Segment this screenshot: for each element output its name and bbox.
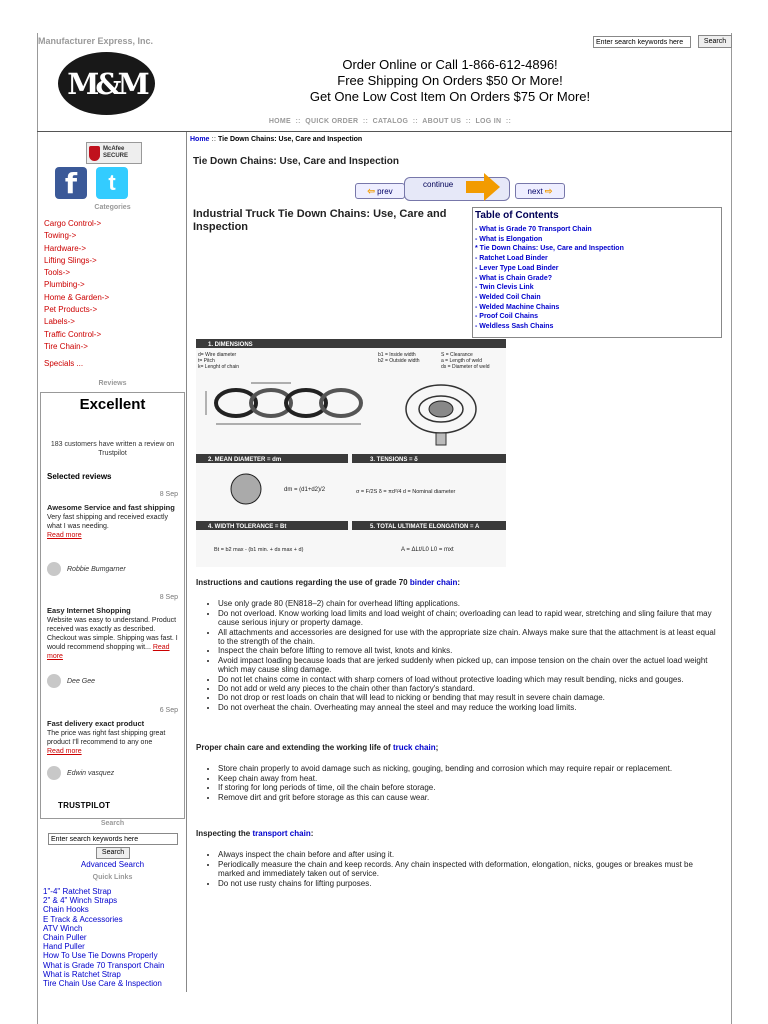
- promo-line: Free Shipping On Orders $50 Or More!: [337, 73, 563, 88]
- formula-width-tolerance: Bt = b2 max - (b1 min. + ds max + d): [214, 547, 304, 553]
- list-item: • Keep chain away from heat.: [218, 774, 721, 783]
- nav-home[interactable]: HOME: [268, 118, 292, 125]
- quick-link[interactable]: What is Grade 70 Transport Chain: [43, 960, 165, 970]
- arrow-left-icon: ⇦: [367, 186, 375, 196]
- list-item: • Do not overload. Know working load limits and load weight of chain; overloading can lead to rapid wear, stretching and sling failure that may cause serious injury or property damage.: [218, 609, 721, 628]
- read-more-link[interactable]: Read more: [47, 748, 82, 755]
- quick-link[interactable]: E Track & Accessories: [43, 914, 123, 924]
- elongation-heading: 5. TOTAL ULTIMATE ELONGATION = A: [370, 524, 480, 530]
- promo-line: Order Online or Call 1-866-612-4896!: [342, 57, 558, 72]
- list-item: • Store chain properly to avoid damage such as nicking, gouging, bending and corrosion which may require repair or replacement.: [218, 764, 721, 773]
- list-item: • Do not drop or rest loads on chain that will lead to nicking or bending that may result in severe chain damage.: [218, 693, 721, 702]
- continue-label: continue: [423, 180, 454, 189]
- formula-tension: σ = F/2S δ = πd²/4 d = Nominal diameter: [356, 489, 456, 495]
- binder-chain-link[interactable]: binder chain: [409, 578, 458, 587]
- list-item: • Periodically measure the chain and keep records. Any chain inspected with deformation, elongation, nicks, gouges or breakes must be marked and immediately taken out of service.: [218, 860, 721, 879]
- toc-heading: Table of Contents: [475, 210, 559, 221]
- logo[interactable]: M&M: [58, 52, 155, 115]
- section-care: [196, 743, 721, 802]
- category-link[interactable]: Tire Chain->: [44, 341, 88, 351]
- category-link[interactable]: Plumbing->: [44, 280, 85, 290]
- list-item: • Do not add or weld any pieces to the chain other than factory's standard.: [218, 684, 721, 693]
- truck-chain-link[interactable]: truck chain: [392, 743, 436, 752]
- page-title: Tie Down Chains: Use, Care and Inspection: [193, 156, 399, 167]
- list-item: • Remove dirt and grit before storage as this can cause wear.: [218, 793, 721, 802]
- list-item: • Always inspect the chain before and after using it.: [218, 850, 721, 859]
- section-heading: Inspecting the transport chain:: [196, 829, 314, 838]
- section-heading: Instructions and cautions regarding the use of grade 70 binder chain:: [196, 578, 461, 587]
- specials-link[interactable]: Specials ...: [44, 359, 84, 369]
- legend-item: S = Clearance: [441, 352, 473, 358]
- nav-catalog[interactable]: CATALOG: [372, 118, 409, 125]
- category-link[interactable]: Home & Garden->: [44, 292, 110, 302]
- legend-item: k= Lenght of chain: [198, 364, 240, 370]
- list-item: • All attachments and accessories are designed for use with the appropriate size chain. Always make sure that the attachment is at least equal to the strength of the chain.: [218, 628, 721, 647]
- list-item: • Do not let chains come in contact with sharp corners of load without protective loading which may result bending, nicks and gouges.: [218, 675, 721, 684]
- nav-log-in[interactable]: LOG IN: [475, 118, 502, 125]
- arrow-right-icon: [466, 173, 500, 201]
- list-item: • Inspect the chain before lifting to remove all twist, knots and kinks.: [218, 646, 721, 655]
- category-link[interactable]: Labels->: [44, 317, 75, 327]
- twitter-icon[interactable]: t: [96, 167, 128, 199]
- toc-item[interactable]: - Proof Coil Chains: [475, 313, 538, 321]
- review-title: Fast delivery exact product: [47, 719, 145, 728]
- quick-link[interactable]: Chain Hooks: [43, 905, 89, 915]
- quick-link[interactable]: What is Ratchet Strap: [43, 969, 121, 979]
- promo-banner: [270, 57, 630, 105]
- top-nav: HOME :: QUICK ORDER :: CATALOG :: ABOUT US :: LOG IN ::: [268, 118, 512, 125]
- quick-link[interactable]: Chain Puller: [43, 933, 87, 943]
- next-button[interactable]: [515, 183, 565, 199]
- review-user: [47, 674, 95, 688]
- toc-item-current[interactable]: * Tie Down Chains: Use, Care and Inspection: [475, 245, 624, 253]
- category-link[interactable]: Cargo Control->: [44, 219, 102, 228]
- avatar: [47, 674, 61, 688]
- rating-text: Excellent: [79, 396, 146, 413]
- next-label: next: [527, 187, 543, 196]
- list-item: • Avoid impact loading because loads that are jerked suddenly when picked up, can impose tension on the chain over the actuel load weight which may cause sling damage.: [218, 656, 721, 675]
- section-instructions: [196, 578, 721, 712]
- review-user: [47, 766, 114, 780]
- sidebar-search-input[interactable]: [48, 833, 178, 845]
- shield-icon: [89, 146, 100, 161]
- read-more-link[interactable]: Read more: [47, 532, 82, 539]
- secure-label: SECURE: [103, 153, 129, 159]
- sidebar-search-button[interactable]: Search: [96, 847, 130, 859]
- company-name: Manufacturer Express, Inc.: [38, 36, 154, 46]
- toc-item[interactable]: - What is Grade 70 Transport Chain: [475, 226, 592, 233]
- category-link[interactable]: Traffic Control->: [44, 329, 102, 339]
- toc-item[interactable]: - Welded Coil Chain: [475, 293, 541, 301]
- header-search-button[interactable]: Search: [698, 35, 732, 48]
- quick-link[interactable]: 2" & 4" Winch Straps: [43, 896, 118, 906]
- mcafee-label: McAfee: [103, 146, 125, 152]
- category-link[interactable]: Hardware->: [44, 243, 87, 253]
- mean-diameter-heading: 2. MEAN DIAMETER = dm: [208, 457, 282, 463]
- review-user-name: Robbie Bumgarner: [67, 565, 126, 573]
- section-heading-text: Instructions and cautions regarding the use of grade 70: [196, 578, 408, 587]
- list-item: • Use only grade 80 (EN818–2) chain for overhead lifting applications.: [218, 599, 721, 608]
- review-text-body: Website was easy to understand. Product received was exactly as described. Checkout was simple. Shipping was fast. I would recommend shopping wit...: [47, 617, 178, 651]
- legend-item: ds = Diameter of weld: [441, 364, 490, 370]
- review-text: Very fast shipping and received exactly what I was needing.: [47, 514, 169, 530]
- quick-link[interactable]: How To Use Tie Downs Properly: [43, 951, 158, 961]
- quick-links-heading: Quick Links: [92, 874, 133, 881]
- categories-list: [44, 218, 109, 371]
- dimensions-heading: 1. DIMENSIONS: [208, 342, 253, 348]
- review-text: [47, 616, 182, 661]
- category-link[interactable]: Tools->: [44, 268, 71, 278]
- transport-chain-link[interactable]: transport chain: [252, 829, 311, 838]
- review-card: [47, 706, 182, 777]
- review-user-name: Edwin vasquez: [67, 769, 115, 777]
- legend-item: d= Wire diameter: [198, 352, 237, 358]
- header-search-input[interactable]: [593, 36, 691, 48]
- quick-link[interactable]: 1"-4" Ratchet Strap: [43, 887, 112, 896]
- legend-item: t= Pitch: [198, 358, 215, 364]
- categories-heading: Categories: [94, 204, 131, 211]
- table-of-contents: [472, 207, 722, 338]
- review-count: 183 customers have written a review on Trustpilot: [50, 441, 175, 457]
- legend-item: b2 = Outside width: [378, 358, 420, 364]
- category-link[interactable]: Lifting Slings->: [44, 255, 97, 265]
- avatar: [47, 562, 61, 576]
- promo-line: Get One Low Cost Item On Orders $75 Or More!: [309, 89, 591, 104]
- toc-item[interactable]: - Ratchet Load Binder: [475, 255, 548, 263]
- legend-item: b1 = Inside width: [378, 352, 416, 358]
- list-item: • Do not use rusty chains for lifting purposes.: [218, 879, 721, 888]
- search-heading: Search: [100, 820, 125, 827]
- formula-elongation: A = ΔLt/L0 L0 = mxt: [401, 547, 454, 553]
- category-link[interactable]: Pet Products->: [44, 305, 98, 315]
- prev-label: prev: [377, 187, 393, 196]
- nav-about-us[interactable]: ABOUT US: [422, 118, 462, 125]
- quick-link[interactable]: Hand Puller: [43, 942, 85, 952]
- toc-item[interactable]: - What is Chain Grade?: [475, 274, 553, 282]
- reviews-heading: Reviews: [98, 380, 127, 387]
- review-title: Easy Internet Shopping: [47, 606, 131, 615]
- section-heading-text: Inspecting the: [196, 829, 251, 838]
- quick-links-list: [43, 887, 164, 988]
- toc-item[interactable]: - Lever Type Load Binder: [475, 264, 559, 272]
- toc-item[interactable]: - What is Elongation: [475, 235, 543, 243]
- arrow-right-icon: ⇨: [544, 186, 553, 196]
- facebook-icon[interactable]: f: [55, 167, 87, 199]
- formula-mean-diameter: dm = (d1+d2)/2: [284, 487, 326, 493]
- advanced-search-link[interactable]: Advanced Search: [80, 860, 145, 869]
- article-title: Industrial Truck Tie Down Chains: Use, Care and Inspection: [193, 208, 447, 233]
- prev-button[interactable]: [355, 183, 405, 199]
- review-date: 8 Sep: [159, 594, 178, 601]
- nav-quick-order[interactable]: QUICK ORDER: [305, 118, 359, 125]
- read-more-link[interactable]: Read more: [47, 644, 170, 660]
- review-date: 8 Sep: [159, 491, 178, 498]
- review-title: Awesome Service and fast shipping: [47, 503, 175, 512]
- review-user-name: Dee Gee: [67, 677, 96, 685]
- list-item: • Do not overheat the chain. Overheating may anneal the steel and may reduce the working load limits.: [218, 703, 721, 712]
- toc-item[interactable]: - Welded Machine Chains: [475, 303, 560, 311]
- review-user: [47, 562, 126, 576]
- selected-reviews-heading: Selected reviews: [47, 472, 112, 481]
- review-card: [47, 593, 182, 685]
- quick-link[interactable]: ATV Winch: [43, 923, 83, 933]
- toc-item[interactable]: - Twin Clevis Link: [475, 284, 534, 292]
- toc-item[interactable]: - Weldless Sash Chains: [475, 323, 554, 331]
- width-tolerance-heading: 4. WIDTH TOLERANCE = Bt: [208, 524, 287, 530]
- quick-link[interactable]: Tire Chain Use Care & Inspection: [43, 979, 162, 989]
- list-item: • If storing for long periods of time, oil the chain before storage.: [218, 783, 721, 792]
- review-date: 6 Sep: [159, 707, 178, 714]
- breadcrumb: Home :: Tie Down Chains: Use, Care and Inspection: [190, 136, 363, 143]
- mcafee-secure-badge[interactable]: [86, 142, 142, 164]
- category-link[interactable]: Towing->: [44, 231, 77, 241]
- breadcrumb-current: Tie Down Chains: Use, Care and Inspection: [218, 136, 363, 143]
- section-inspecting: [196, 829, 721, 888]
- legend-item: a = Length of weld: [441, 358, 483, 364]
- review-card: [47, 490, 182, 573]
- avatar: [47, 766, 61, 780]
- chain-dimensions-diagram: [196, 339, 506, 567]
- section-heading: Proper chain care and extending the working life of truck chain;: [196, 743, 439, 752]
- section-heading-text: Proper chain care and extending the working life of: [196, 743, 391, 752]
- review-text: The price was right fast shipping great product I'll recommend to any one: [47, 730, 166, 746]
- trustpilot-logo[interactable]: TRUSTPILOT: [58, 801, 111, 810]
- tensions-heading: 3. TENSIONS = δ: [370, 457, 418, 463]
- breadcrumb-home[interactable]: Home: [190, 136, 210, 143]
